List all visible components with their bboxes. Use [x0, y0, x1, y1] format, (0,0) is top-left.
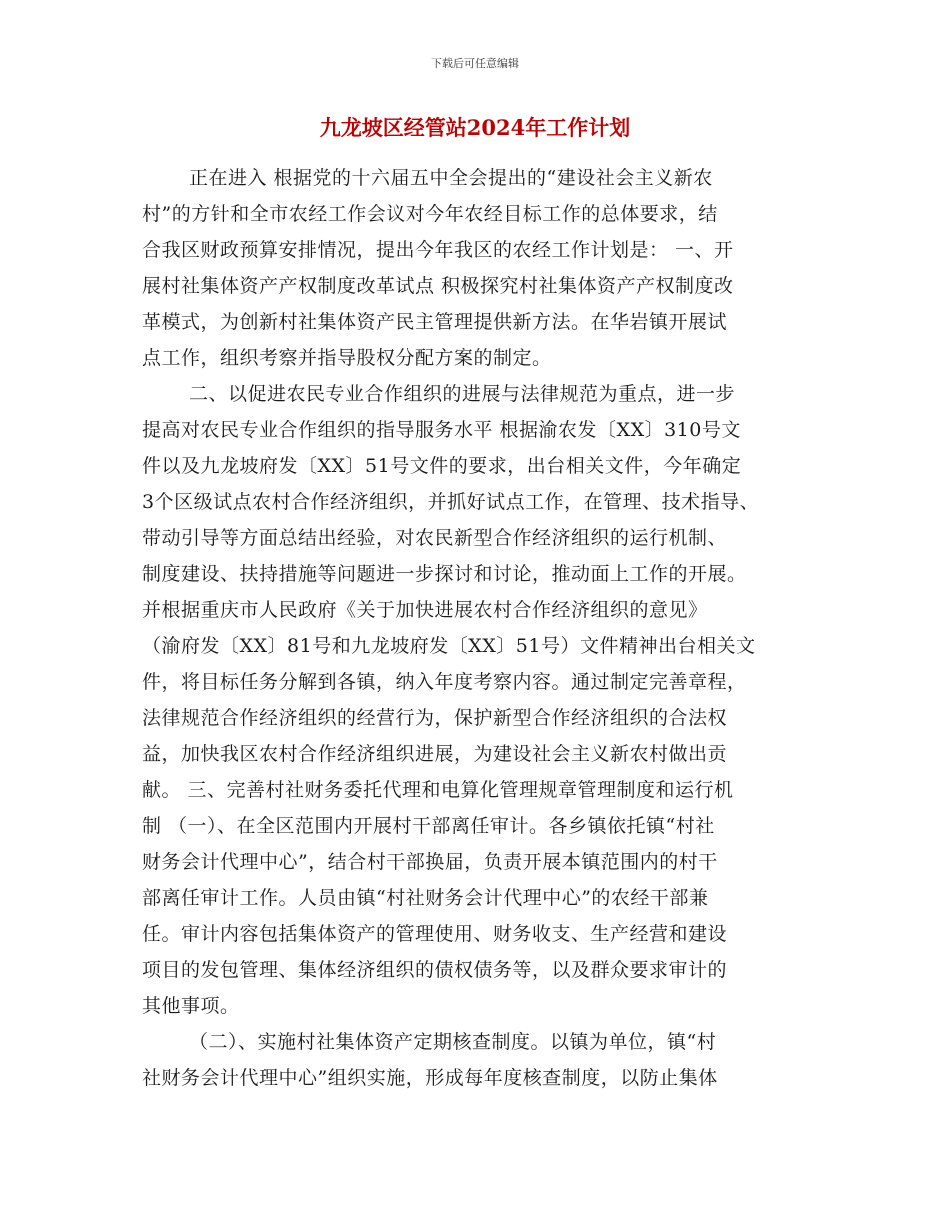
- text-line: 献。 三、完善村社财务委托代理和电算化管理规章管理制度和运行机: [142, 779, 734, 801]
- document-body: [142, 160, 832, 1096]
- text-line: （二）、实施村社集体资产定期核查制度。以镇为单位，镇“村: [189, 1031, 717, 1053]
- text-line: 件以及九龙坡府发〔XX〕51号文件的要求，出台相关文件，今年确定: [142, 455, 742, 477]
- text-line: 村”的方针和全市农经工作会议对今年农经目标工作的总体要求，结: [142, 203, 718, 225]
- text-line: 社财务会计代理中心”组织实施，形成每年度核查制度，以防止集体: [142, 1067, 718, 1089]
- document-title: 九龙坡区经管站2024年工作计划: [319, 115, 631, 140]
- text-line: 带动引导等方面总结出经验，对农民新型合作经济组织的运行机制、: [142, 527, 728, 549]
- text-line: 部离任审计工作。人员由镇“村社财务会计代理中心”的农经干部兼: [142, 887, 709, 909]
- text-line: 其他事项。: [142, 995, 240, 1017]
- text-line: 正在进入 根据党的十六届五中全会提出的“建设社会主义新农: [189, 167, 713, 189]
- text-line: 并根据重庆市人民政府《关于加快进展农村合作经济组织的意见》: [142, 599, 708, 621]
- text-line: 点工作，组织考察并指导股权分配方案的制定。: [142, 347, 552, 369]
- text-line: 提高对农民专业合作组织的指导服务水平 根据渝农发〔XX〕310号文: [142, 419, 741, 441]
- text-line: 件，将目标任务分解到各镇，纳入年度考察内容。通过制定完善章程，: [142, 671, 747, 693]
- text-line: 二、以促进农民专业合作组织的进展与法律规范为重点，进一步: [189, 383, 736, 405]
- text-line: 益，加快我区农村合作经济组织进展，为建设社会主义新农村做出贡: [142, 743, 728, 765]
- text-line: 制度建设、扶持措施等问题进一步探讨和讨论，推动面上工作的开展。: [142, 563, 747, 585]
- text-line: 财务会计代理中心”，结合村干部换届，负责开展本镇范围内的村干: [142, 851, 718, 873]
- text-line: 法律规范合作经济组织的经营行为，保护新型合作经济组织的合法权: [142, 707, 728, 729]
- page-header: 下载后可任意编辑: [431, 57, 519, 70]
- text-line: 项目的发包管理、集体经济组织的债权债务等，以及群众要求审计的: [142, 959, 728, 981]
- text-line: 任。审计内容包括集体资产的管理使用、财务收支、生产经营和建设: [142, 923, 728, 945]
- text-line: 制 （一）、在全区范围内开展村干部离任审计。各乡镇依托镇“村社: [142, 815, 715, 837]
- text-line: 3个区级试点农村合作经济组织，并抓好试点工作，在管理、技术指导、: [142, 491, 760, 513]
- text-line: 革模式，为创新村社集体资产民主管理提供新方法。在华岩镇开展试: [142, 311, 728, 333]
- text-line: （渝府发〔XX〕81号和九龙坡府发〔XX〕51号）文件精神出台相关文: [142, 635, 756, 657]
- text-line: 合我区财政预算安排情况，提出今年我区的农经工作计划是： 一、开: [142, 239, 734, 261]
- text-line: 展村社集体资产产权制度改革试点 积极探究村社集体资产产权制度改: [142, 275, 734, 297]
